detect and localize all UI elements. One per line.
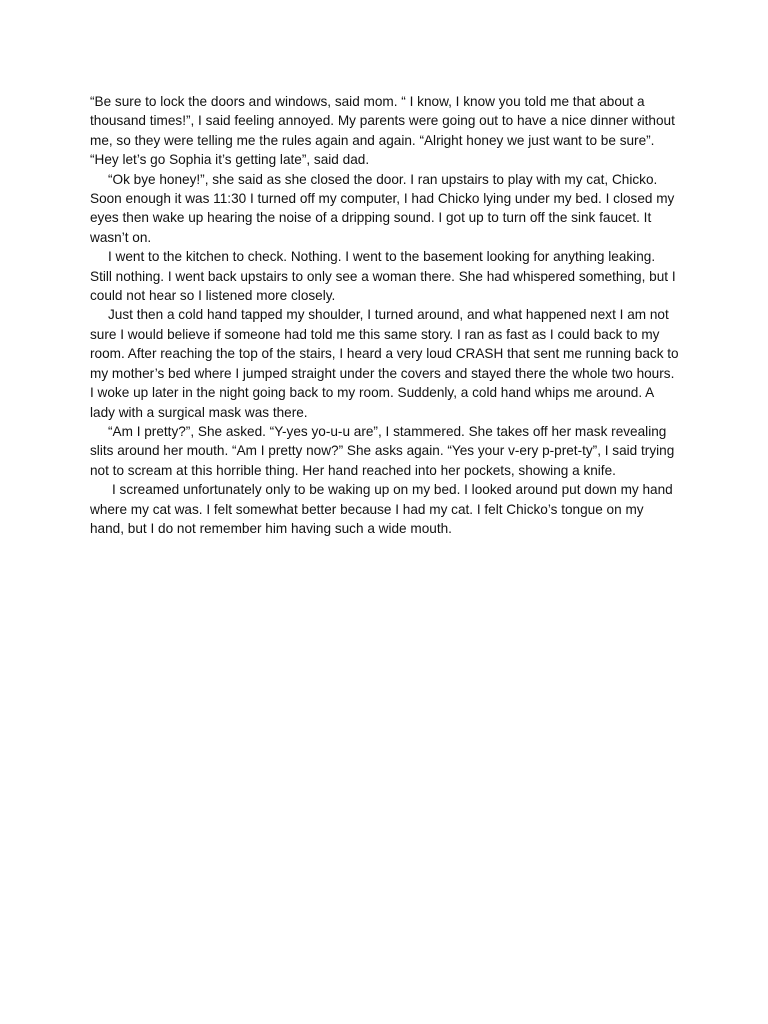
paragraph-4: Just then a cold hand tapped my shoulder, I turned around, and what happened next I am not sure I would believe if someone had told me this same story. I ran as fast as I could back to my room. After reaching the top of the stairs, I heard a very loud CRASH that sent me running back to my mother’s bed where I jumped straight under the covers and stayed there the whole two hours. I woke up later in the night going back to my room. Suddenly, a cold hand whips me around. A lady with a surgical mask was there. xyxy=(90,307,679,420)
paragraph-3: I went to the kitchen to check. Nothing. I went to the basement looking for anything leaking. Still nothing. I went back upstairs to only see a woman there. She had whispered something, but I could not hear so I listened more closely. xyxy=(90,249,676,304)
paragraph-2: “Ok bye honey!”, she said as she closed the door. I ran upstairs to play with my cat, Chicko. Soon enough it was 11:30 I turned off my computer, I had Chicko lying under my bed. I closed my eyes then wake up hearing the noise of a dripping sound. I got up to turn off the sink faucet. It wasn’t on. xyxy=(90,171,675,245)
paragraph-6: I screamed unfortunately only to be waking up on my bed. I looked around put down my hand where my cat was. I felt somewhat better because I had my cat. I felt Chicko’s tongue on my hand, but I do not remember him having such a wide mouth. xyxy=(90,482,673,536)
story-text xyxy=(90,92,680,538)
paragraph-5: “Am I pretty?”, She asked. “Y-yes yo-u-u are”, I stammered. She takes off her mask revealing slits around her mouth. “Am I pretty now?” She asks again. “Yes your v-ery p-pret-ty”, I said trying not to scream at this horrible thing. Her hand reached into her pockets, showing a knife. xyxy=(90,423,675,478)
paragraph-1: “Be sure to lock the doors and windows, said mom. “ I know, I know you told me that about a thousand times!”, I said feeling annoyed. My parents were going out to have a nice dinner without me, so they were telling me the rules again and again. “Alright honey we just want to be sure”. “Hey let’s go Sophia it’s getting late”, said dad. xyxy=(90,94,675,168)
